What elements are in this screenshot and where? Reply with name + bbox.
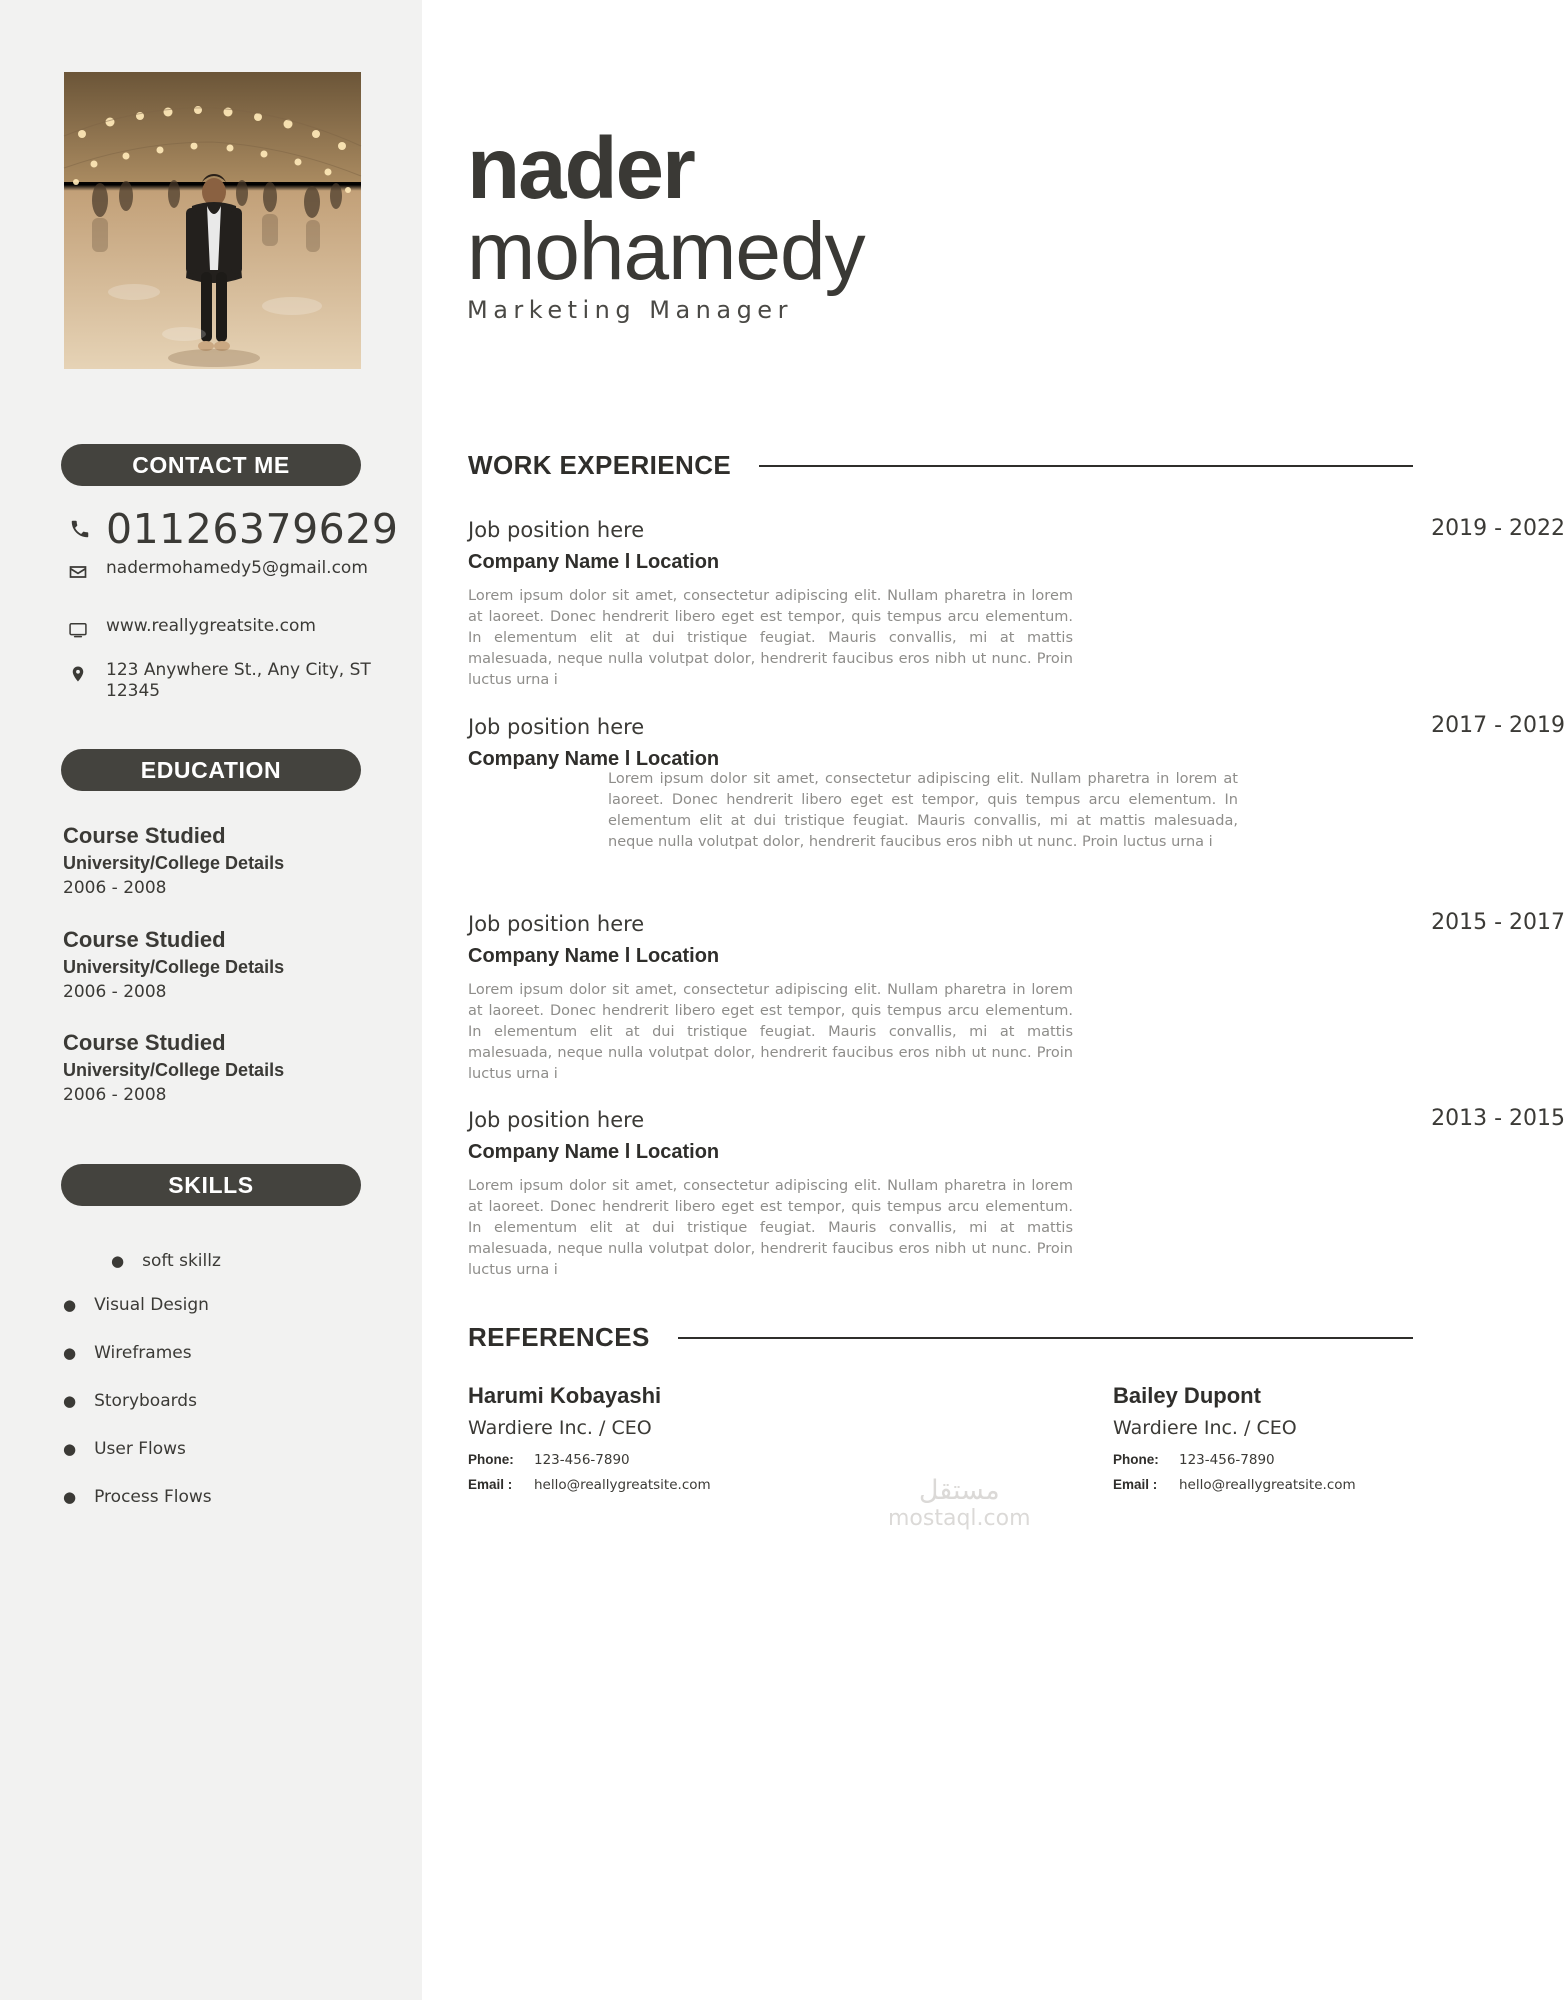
reference-card (468, 1381, 768, 1493)
education-school: University/College Details (63, 957, 285, 977)
job-years: 2017 - 2019 (1431, 713, 1565, 738)
reference-email-row (468, 1477, 768, 1493)
education-course: Course Studied (63, 1030, 226, 1055)
education-school: University/College Details (63, 853, 285, 873)
skills-heading-label: SKILLS (168, 1171, 254, 1198)
heading-rule (678, 1337, 1413, 1339)
skill-label: soft skillz (142, 1251, 221, 1271)
job-company: Company Name l Location (468, 1141, 720, 1163)
name-block (467, 120, 1167, 324)
job-company: Company Name l Location (468, 945, 720, 967)
references-label: REFERENCES (468, 1322, 650, 1352)
job-company: Company Name l Location (468, 748, 720, 770)
last-name: mohamedy (467, 206, 865, 297)
contact-address-value: 123 Anywhere St., Any City, ST 12345 (106, 660, 371, 701)
skill-label: Storyboards (94, 1391, 197, 1411)
reference-role: Wardiere Inc. / CEO (1113, 1417, 1297, 1439)
skill-item (63, 1487, 212, 1507)
job-years: 2015 - 2017 (1431, 910, 1565, 935)
education-years: 2006 - 2008 (63, 1085, 167, 1105)
job-entry (468, 516, 1565, 691)
job-role: Marketing Manager (467, 296, 793, 324)
profile-photo-image (64, 72, 361, 369)
reference-name: Harumi Kobayashi (468, 1383, 662, 1408)
education-years: 2006 - 2008 (63, 878, 167, 898)
main-content (422, 0, 1565, 2000)
reference-phone-label: Phone: (468, 1452, 514, 1467)
phone-icon (68, 517, 92, 541)
skill-item (63, 1295, 209, 1315)
bullet-icon: ● (63, 1296, 77, 1314)
education-item (63, 822, 403, 900)
skill-item (63, 1439, 186, 1459)
monitor-icon (66, 618, 90, 642)
reference-name: Bailey Dupont (1113, 1383, 1261, 1408)
reference-card (1113, 1381, 1413, 1493)
reference-phone-label: Phone: (1113, 1452, 1159, 1467)
bullet-icon: ● (63, 1488, 77, 1506)
contact-heading-pill (61, 444, 361, 486)
reference-email-label: Email : (1113, 1477, 1158, 1492)
location-pin-icon (66, 662, 90, 686)
watermark-latin: mostaql.com (888, 1506, 1031, 1531)
first-name: nader (467, 120, 694, 217)
job-title: Job position here (468, 715, 645, 739)
reference-phone-value: 123-456-7890 (1179, 1452, 1275, 1468)
education-item (63, 926, 403, 1004)
job-years: 2013 - 2015 (1431, 1106, 1565, 1131)
skills-heading-pill (61, 1164, 361, 1206)
reference-phone-row (468, 1452, 768, 1468)
job-title: Job position here (468, 1108, 645, 1132)
bullet-icon: ● (111, 1252, 125, 1270)
heading-rule (759, 465, 1413, 467)
work-experience-heading (468, 450, 1413, 481)
reference-role: Wardiere Inc. / CEO (468, 1417, 652, 1439)
bullet-icon: ● (63, 1440, 77, 1458)
contact-phone[interactable] (68, 505, 398, 553)
job-company: Company Name l Location (468, 551, 720, 573)
sidebar (0, 0, 422, 2000)
skill-item (63, 1251, 221, 1271)
profile-photo (64, 72, 361, 369)
job-entry (468, 713, 1565, 853)
education-heading-pill (61, 749, 361, 791)
reference-email-label: Email : (468, 1477, 513, 1492)
contact-heading-label: CONTACT ME (132, 451, 290, 478)
skill-label: Wireframes (94, 1343, 192, 1363)
references-heading (468, 1322, 1413, 1353)
envelope-icon (66, 560, 90, 584)
education-item (63, 1029, 403, 1107)
job-entry (468, 910, 1565, 1085)
job-description: Lorem ipsum dolor sit amet, consectetur adipiscing elit. Nullam pharetra in lorem at laoreet. Donec hendrerit libero eget est tempor, quis tempus arcu elementum. In elementum elit at dui tristique feugiat. Mauris convallis, mi at mattis malesuada, neque nulla volutpat dolor, hendrerit faucibus eros nibh ut nunc. Proin luctus urna i (608, 771, 1238, 850)
contact-email[interactable] (66, 558, 396, 584)
reference-phone-value: 123-456-7890 (534, 1452, 630, 1468)
contact-email-value: nadermohamedy5@gmail.com (106, 558, 368, 578)
reference-email-value: hello@reallygreatsite.com (534, 1477, 711, 1493)
education-heading-label: EDUCATION (140, 756, 282, 783)
bullet-icon: ● (63, 1344, 77, 1362)
job-description: Lorem ipsum dolor sit amet, consectetur adipiscing elit. Nullam pharetra in lorem at laoreet. Donec hendrerit libero eget est tempor, quis tempus arcu elementum. In elementum elit at dui tristique feugiat. Mauris convallis, mi at mattis malesuada, neque nulla volutpat dolor, hendrerit faucibus eros nibh ut nunc. Proin luctus urna i (468, 1178, 1073, 1278)
job-title: Job position here (468, 912, 645, 936)
reference-email-value: hello@reallygreatsite.com (1179, 1477, 1356, 1493)
bullet-icon: ● (63, 1392, 77, 1410)
skill-label: Visual Design (94, 1295, 209, 1315)
reference-phone-row (1113, 1452, 1413, 1468)
job-description: Lorem ipsum dolor sit amet, consectetur adipiscing elit. Nullam pharetra in lorem at laoreet. Donec hendrerit libero eget est tempor, quis tempus arcu elementum. In elementum elit at dui tristique feugiat. Mauris convallis, mi at mattis malesuada, neque nulla volutpat dolor, hendrerit faucibus eros nibh ut nunc. Proin luctus urna i (468, 588, 1073, 688)
skill-label: User Flows (94, 1439, 186, 1459)
education-school: University/College Details (63, 1060, 285, 1080)
work-experience-label: WORK EXPERIENCE (468, 450, 732, 480)
education-course: Course Studied (63, 823, 226, 848)
job-years: 2019 - 2022 (1431, 516, 1565, 541)
skill-label: Process Flows (94, 1487, 212, 1507)
contact-website-value: www.reallygreatsite.com (106, 616, 316, 636)
skill-item (63, 1391, 197, 1411)
contact-address (66, 660, 396, 702)
education-course: Course Studied (63, 927, 226, 952)
job-title: Job position here (468, 518, 645, 542)
job-entry (468, 1106, 1565, 1281)
contact-phone-value: 01126379629 (106, 505, 399, 553)
education-years: 2006 - 2008 (63, 982, 167, 1002)
watermark-arabic: مستقل (918, 1475, 1000, 1506)
contact-website[interactable] (66, 616, 396, 642)
job-description: Lorem ipsum dolor sit amet, consectetur adipiscing elit. Nullam pharetra in lorem at laoreet. Donec hendrerit libero eget est tempor, quis tempus arcu elementum. In elementum elit at dui tristique feugiat. Mauris convallis, mi at mattis malesuada, neque nulla volutpat dolor, hendrerit faucibus eros nibh ut nunc. Proin luctus urna i (468, 982, 1073, 1082)
references-list (468, 1381, 1413, 1493)
skill-item (63, 1343, 192, 1363)
reference-email-row (1113, 1477, 1413, 1493)
